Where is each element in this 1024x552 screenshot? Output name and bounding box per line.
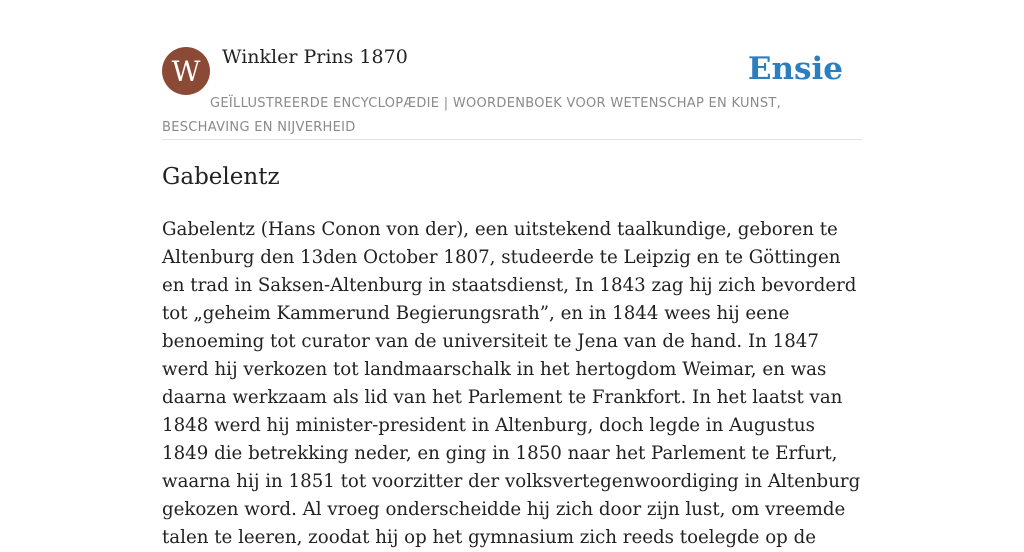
ensie-logo[interactable]: Ensie xyxy=(747,51,843,87)
header-divider xyxy=(162,139,862,140)
source-subtitle: GEÏLLUSTREERDE ENCYCLOPÆDIE | WOORDENBOEK VOOR WETENSCHAP EN KUNST, BESCHAVING EN NIJVERHEID xyxy=(162,96,782,135)
entry-body: Gabelentz (Hans Conon von der), een uitstekend taalkundige, geboren te Altenburg den 13den October 1807, studeerde te Leipzig en te Göttingen en trad in Saksen-Altenburg in staatsdienst, In 1843 zag hij zich bevorderd tot „geheim Kammerund Begierungsrath”, en in 1844 wees hij eene benoeming tot curator van de universiteit te Jena van de hand. In 1847 werd hij verkozen tot landmaarschalk in het hertogdom Weimar, en was daarna werkzaam als lid van het Parlement te Frankfort. In het laatst van 1848 werd hij minister-president in Altenburg, doch legde in Augustus 1849 die betrekking neder, en ging in 1850 naar het Parlement te Erfurt, waarna hij in 1851 tot voorzitter der volksvertegenwoordiging in Altenburg gekozen word. Al vroeg onderscheidde hij zich door zijn lust, om vreemde talen te leeren, zoodat hij op het gymnasium zich reeds toelegde op de xyxy=(162,219,861,548)
source-avatar[interactable]: W xyxy=(162,47,210,95)
entry-title: Gabelentz xyxy=(162,164,280,190)
source-title[interactable]: Winkler Prins 1870 xyxy=(222,46,408,68)
